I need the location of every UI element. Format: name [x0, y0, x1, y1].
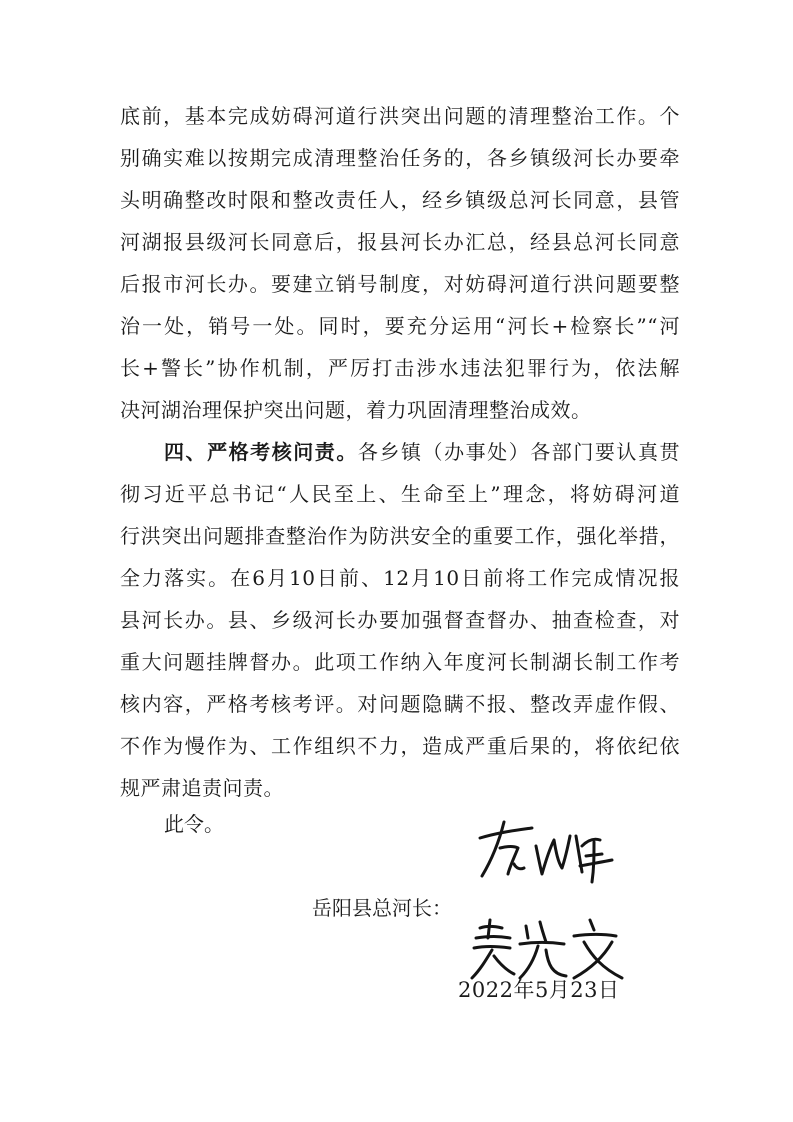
body-line: 头明确整改时限和整改责任人，经乡镇级总河长同意，县管 [120, 188, 680, 212]
body-line: 后报市河长办。要建立销号制度，对妨碍河道行洪问题要整 [120, 272, 680, 296]
section-4-line: 规严肃追责问责。 [120, 776, 284, 800]
section-4-line: 核内容，严格考核考评。对问题隐瞒不报、整改弄虚作假、 [120, 692, 680, 716]
handwritten-signature-2 [466, 914, 636, 984]
body-line: 决河湖治理保护突出问题，着力巩固清理整治成效。 [120, 398, 592, 422]
body-line: 别确实难以按期完成清理整治任务的，各乡镇级河长办要牵 [120, 146, 680, 170]
section-4-line: 不作为慢作为、工作组织不力，造成严重后果的，将依纪依 [120, 734, 680, 758]
body-line: 河湖报县级河长同意后，报县河长办汇总，经县总河长同意 [120, 230, 680, 254]
body-line: 治一处，销号一处。同时，要充分运用“河长+检察长”“河 [120, 314, 680, 338]
section-4-line: 行洪突出问题排查整治作为防洪安全的重要工作，强化举措， [120, 524, 680, 548]
section-4-first-line [164, 440, 680, 464]
signer-label: 岳阳县总河长： [312, 896, 452, 920]
closing-text: 此令。 [164, 812, 224, 836]
section-4-line: 重大问题挂牌督办。此项工作纳入年度河长制湖长制工作考 [120, 650, 680, 674]
section-4-line: 彻习近平总书记“人民至上、生命至上”理念，将妨碍河道 [120, 482, 680, 506]
section-4-first-text: 各乡镇（办事处）各部门要认真贯 [357, 440, 681, 464]
document-date: 2022年5月23日 [458, 978, 620, 1002]
body-line: 底前，基本完成妨碍河道行洪突出问题的清理整治工作。个 [120, 104, 680, 128]
section-4-line: 县河长办。县、乡级河长办要加强督查督办、抽查检查，对 [120, 608, 680, 632]
section-4-heading: 四、严格考核问责。 [164, 440, 358, 464]
body-line: 长+警长”协作机制，严厉打击涉水违法犯罪行为，依法解 [120, 356, 680, 380]
section-4-line: 全力落实。在6月10日前、12月10日前将工作完成情况报 [120, 566, 680, 590]
handwritten-signature-1 [470, 816, 630, 886]
